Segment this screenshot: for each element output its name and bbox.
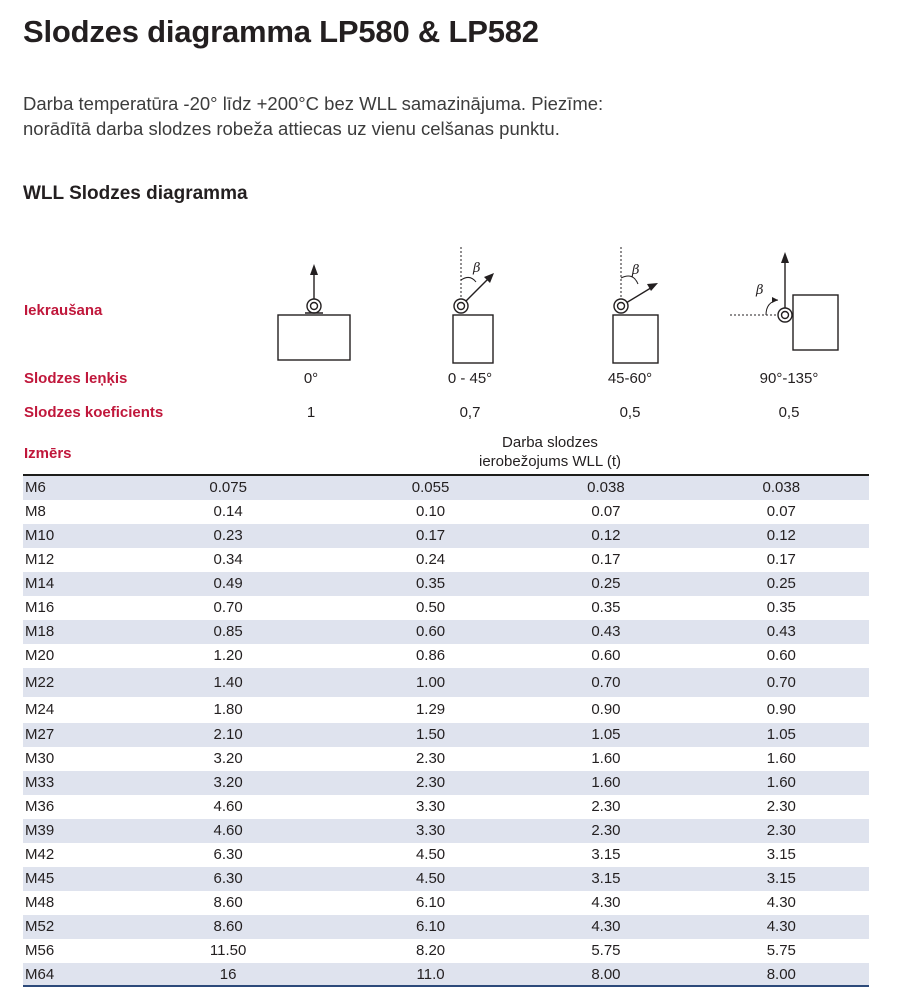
label-ikrausana: Iekraušana — [24, 302, 103, 319]
size-cell: M14 — [23, 572, 113, 596]
size-cell: M30 — [25, 750, 55, 767]
wll-cell-col-3: 0.038 — [518, 476, 693, 500]
wll-cell-col-3: 0.90 — [591, 701, 621, 718]
size-cell: M64 — [23, 963, 113, 987]
beta-symbol: β — [473, 261, 481, 276]
wll-column-header — [450, 433, 650, 471]
wll-table-body — [23, 476, 869, 987]
wll-cell-col-3: 3.15 — [518, 867, 693, 891]
wll-cell-col-2: 0.10 — [415, 503, 446, 520]
lift-45-60-icon — [600, 242, 690, 367]
lift-0-45-icon — [440, 242, 530, 367]
wll-cell-col-4: 0.60 — [766, 647, 796, 664]
intro-text — [23, 91, 603, 141]
wll-cell-col-3: 5.75 — [591, 942, 621, 959]
wll-cell-col-1: 0.14 — [213, 503, 243, 520]
wll-cell-col-2: 4.50 — [415, 846, 446, 863]
wll-cell-col-2: 1.50 — [343, 723, 518, 747]
intro-line-2: norādītā darba slodzes robeža attiecas uz vienu celšanas punktu. — [23, 118, 560, 139]
wll-cell-col-3: 2.30 — [518, 819, 693, 843]
size-cell: M48 — [25, 894, 55, 911]
coefficient-col-3: 0,5 — [619, 404, 641, 421]
wll-cell-col-1: 1.80 — [213, 701, 243, 718]
wll-cell-col-2: 8.20 — [415, 942, 446, 959]
wll-cell-col-4: 5.75 — [766, 942, 796, 959]
wll-cell-col-3: 0.35 — [591, 599, 621, 616]
wll-cell-col-3: 4.30 — [518, 915, 693, 939]
table-bottom-rule — [23, 985, 869, 987]
table-row — [23, 697, 869, 723]
wll-cell-col-1: 1.20 — [213, 647, 243, 664]
size-cell: M39 — [23, 819, 113, 843]
size-cell: M22 — [23, 668, 113, 697]
wll-cell-col-2: 0.24 — [415, 551, 446, 568]
wll-cell-col-1: 16 — [113, 963, 342, 987]
wll-cell-col-1: 2.10 — [113, 723, 342, 747]
table-row — [23, 620, 869, 644]
wll-cell-col-3: 0.25 — [518, 572, 693, 596]
wll-cell-col-2: 1.00 — [343, 668, 518, 697]
wll-cell-col-1: 4.60 — [213, 798, 243, 815]
wll-cell-col-4: 1.60 — [694, 771, 869, 795]
wll-cell-col-4: 0.07 — [766, 503, 796, 520]
wll-cell-col-3: 0.07 — [591, 503, 621, 520]
wll-cell-col-4: 3.15 — [694, 867, 869, 891]
wll-cell-col-4: 0.17 — [766, 551, 796, 568]
size-cell: M16 — [25, 599, 55, 616]
wll-cell-col-2: 11.0 — [343, 963, 518, 987]
wll-cell-col-4: 8.00 — [694, 963, 869, 987]
page-title: Slodzes diagramma LP580 & LP582 — [23, 14, 539, 49]
table-row — [23, 548, 869, 572]
wll-cell-col-4: 1.05 — [694, 723, 869, 747]
table-row — [23, 843, 869, 867]
wll-cell-col-2: 2.30 — [343, 771, 518, 795]
table-row — [23, 939, 869, 963]
beta-symbol: β — [756, 283, 764, 298]
table-row — [23, 644, 869, 668]
size-cell: M42 — [25, 846, 55, 863]
wll-cell-col-3: 0.70 — [518, 668, 693, 697]
label-load-angle: Slodzes leņķis — [24, 370, 128, 387]
wll-cell-col-3: 3.15 — [591, 846, 621, 863]
wll-cell-col-2: 3.30 — [415, 798, 446, 815]
angle-col-4: 90°-135° — [759, 370, 819, 387]
wll-cell-col-1: 0.23 — [113, 524, 342, 548]
size-cell: M24 — [25, 701, 55, 718]
wll-header-line-2: ierobežojums WLL (t) — [479, 453, 621, 470]
lift-vertical-icon — [270, 242, 360, 367]
coefficient-col-2: 0,7 — [459, 404, 481, 421]
wll-cell-col-2: 0.86 — [415, 647, 446, 664]
table-row — [23, 867, 869, 891]
wll-cell-col-4: 0.90 — [766, 701, 796, 718]
coefficient-col-1: 1 — [306, 404, 316, 421]
wll-cell-col-3: 0.17 — [591, 551, 621, 568]
lift-90-135-icon — [728, 242, 848, 367]
wll-cell-col-2: 1.29 — [415, 701, 446, 718]
size-cell: M27 — [23, 723, 113, 747]
wll-cell-col-2: 3.30 — [343, 819, 518, 843]
wll-cell-col-3: 1.60 — [518, 771, 693, 795]
wll-cell-col-2: 0.055 — [343, 476, 518, 500]
wll-cell-col-1: 3.20 — [213, 750, 243, 767]
size-cell: M36 — [25, 798, 55, 815]
angle-col-2: 0 - 45° — [447, 370, 493, 387]
wll-cell-col-2: 0.17 — [343, 524, 518, 548]
wll-cell-col-4: 4.30 — [766, 894, 796, 911]
wll-cell-col-1: 4.60 — [113, 819, 342, 843]
table-row — [23, 668, 869, 697]
table-row — [23, 476, 869, 500]
wll-cell-col-2: 4.50 — [343, 867, 518, 891]
wll-cell-col-1: 1.40 — [113, 668, 342, 697]
wll-cell-col-4: 2.30 — [694, 819, 869, 843]
wll-table — [23, 476, 869, 987]
wll-cell-col-1: 0.49 — [113, 572, 342, 596]
label-load-coefficient: Slodzes koeficients — [24, 404, 164, 421]
size-cell: M8 — [25, 503, 46, 520]
table-row — [23, 771, 869, 795]
wll-cell-col-1: 0.85 — [113, 620, 342, 644]
wll-cell-col-3: 0.43 — [518, 620, 693, 644]
wll-cell-col-4: 3.15 — [766, 846, 796, 863]
wll-cell-col-4: 0.038 — [694, 476, 869, 500]
table-row — [23, 596, 869, 620]
wll-cell-col-3: 1.05 — [518, 723, 693, 747]
wll-cell-col-4: 4.30 — [694, 915, 869, 939]
size-cell: M33 — [23, 771, 113, 795]
table-row — [23, 747, 869, 771]
wll-cell-col-1: 11.50 — [209, 942, 247, 959]
wll-cell-col-1: 6.30 — [213, 846, 243, 863]
wll-cell-col-2: 6.10 — [415, 894, 446, 911]
intro-line-1: Darba temperatūra -20° līdz +200°C bez WLL samazinājuma. Piezīme: — [23, 93, 604, 114]
wll-cell-col-4: 0.35 — [766, 599, 796, 616]
angle-col-1: 0° — [303, 370, 319, 387]
wll-cell-col-1: 8.60 — [213, 894, 243, 911]
wll-cell-col-4: 2.30 — [766, 798, 796, 815]
angle-col-3: 45-60° — [607, 370, 653, 387]
wll-cell-col-1: 6.30 — [113, 867, 342, 891]
wll-cell-col-1: 0.70 — [213, 599, 243, 616]
wll-cell-col-1: 3.20 — [113, 771, 342, 795]
wll-cell-col-3: 0.12 — [518, 524, 693, 548]
table-row — [23, 572, 869, 596]
wll-cell-col-4: 0.12 — [694, 524, 869, 548]
table-row — [23, 891, 869, 915]
beta-symbol: β — [632, 263, 640, 278]
table-row — [23, 795, 869, 819]
wll-cell-col-2: 0.50 — [415, 599, 446, 616]
wll-cell-col-3: 2.30 — [591, 798, 621, 815]
size-cell: M56 — [25, 942, 55, 959]
wll-cell-col-4: 1.60 — [766, 750, 796, 767]
wll-cell-col-4: 0.25 — [694, 572, 869, 596]
wll-cell-col-2: 6.10 — [343, 915, 518, 939]
size-cell: M12 — [25, 551, 55, 568]
wll-cell-col-1: 8.60 — [113, 915, 342, 939]
wll-cell-col-4: 0.43 — [694, 620, 869, 644]
size-cell: M18 — [23, 620, 113, 644]
size-cell: M45 — [23, 867, 113, 891]
coefficient-col-4: 0,5 — [778, 404, 800, 421]
wll-cell-col-1: 0.34 — [213, 551, 243, 568]
wll-cell-col-2: 0.35 — [343, 572, 518, 596]
table-row — [23, 723, 869, 747]
wll-cell-col-4: 0.70 — [694, 668, 869, 697]
table-row — [23, 915, 869, 939]
wll-header-line-1: Darba slodzes — [502, 434, 598, 451]
wll-cell-col-3: 8.00 — [518, 963, 693, 987]
wll-cell-col-2: 2.30 — [415, 750, 446, 767]
size-cell: M52 — [23, 915, 113, 939]
label-size: Izmērs — [24, 445, 72, 462]
wll-cell-col-1: 0.075 — [113, 476, 342, 500]
table-row — [23, 819, 869, 843]
size-cell: M6 — [23, 476, 113, 500]
table-row — [23, 524, 869, 548]
wll-cell-col-3: 1.60 — [591, 750, 621, 767]
wll-cell-col-3: 4.30 — [591, 894, 621, 911]
section-subtitle: WLL Slodzes diagramma — [23, 183, 248, 204]
size-cell: M10 — [23, 524, 113, 548]
wll-cell-col-2: 0.60 — [343, 620, 518, 644]
table-row — [23, 963, 869, 987]
size-cell: M20 — [25, 647, 55, 664]
wll-cell-col-3: 0.60 — [591, 647, 621, 664]
table-row — [23, 500, 869, 524]
